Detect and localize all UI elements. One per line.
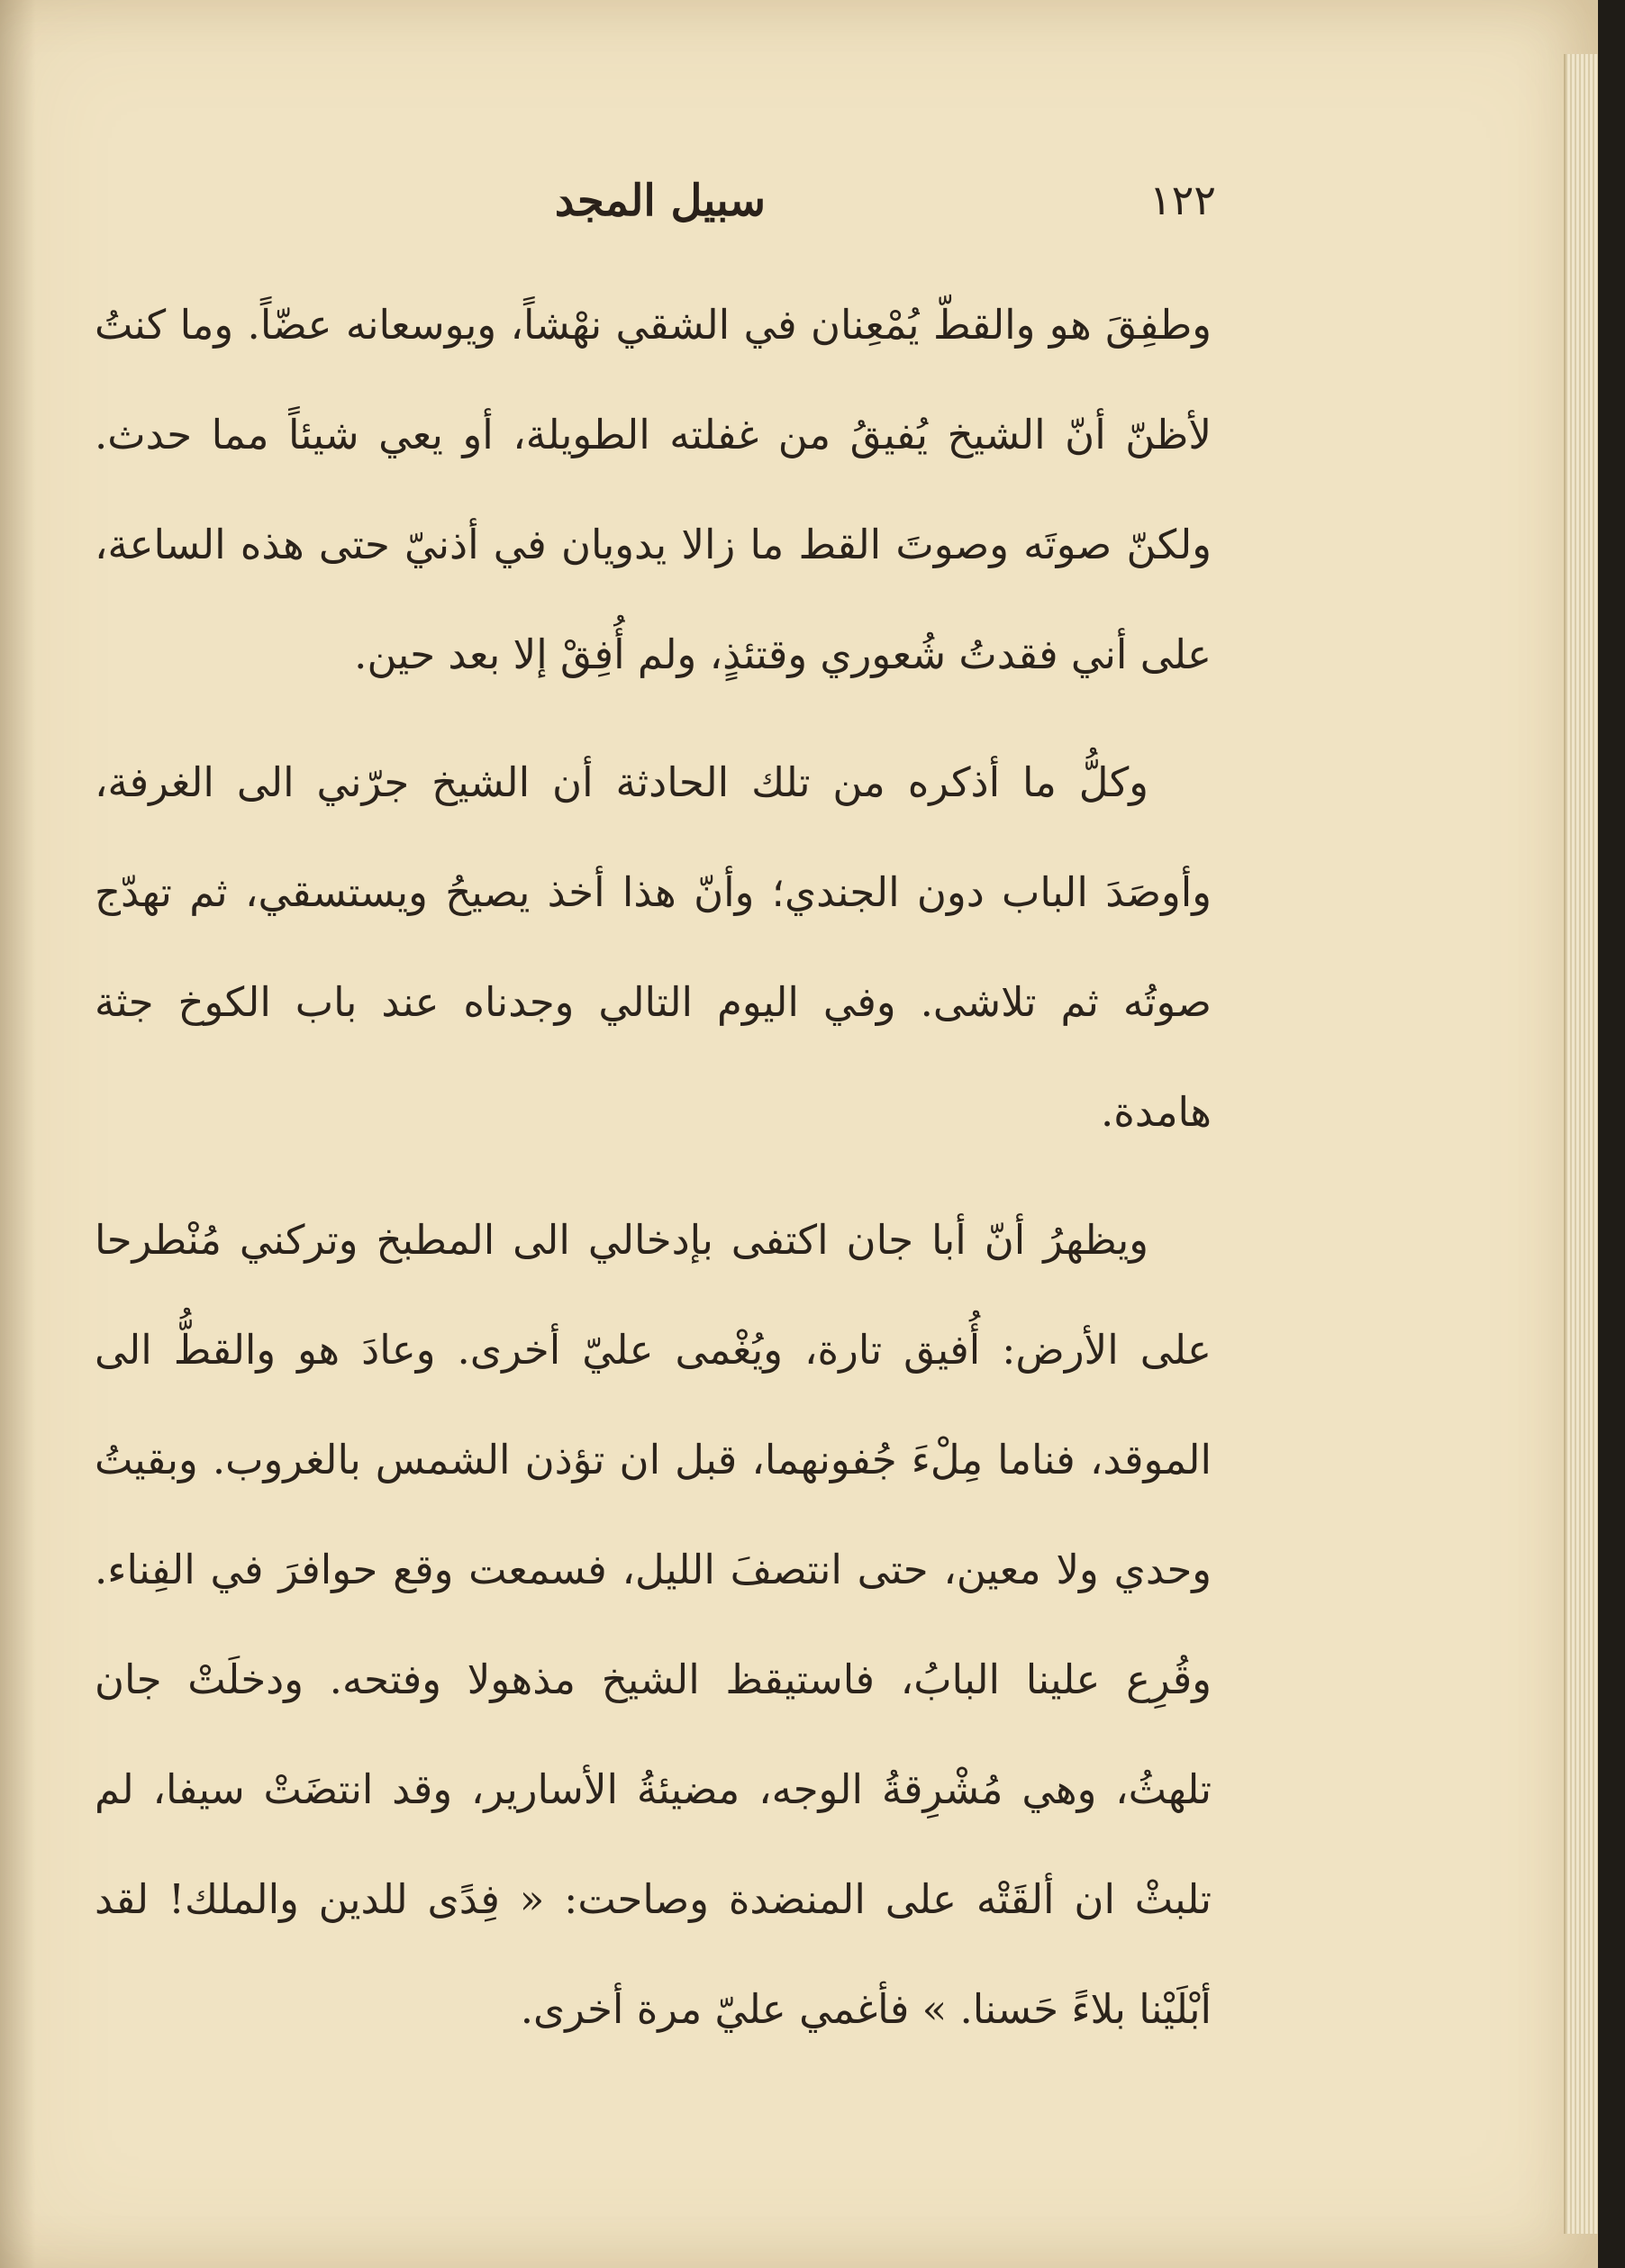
paragraph: ويظهرُ أنّ أبا جان اكتفى بإدخالي الى المطبخ وتركني مُنْطرحا على الأرض: أُفيق تارة، ويُغْمى عليّ أخرى. وعادَ هو والقطُّ الى الموقد، فناما مِلْءَ جُفونهما، قبل ان تؤذن الشمس بالغروب. وبقيتُ وحدي ولا معين، حتى انتصفَ الليل، فسمعت وقع حوافرَ في الفِناء. وقُرِع علينا البابُ، فاستيقظ الشيخ مذهولا وفتحه. ودخلَتْ جان تلهثُ، وهي مُشْرِقةُ الوجه، مضيئةُ الأسارير، وقد انتضَتْ سيفا، لم تلبثْ ان ألقَتْه على المنضدة وصاحت: « فِدًى للدين والملك! لقد أبْلَيْنا بلاءً حَسنا. » فأغمي عليّ مرة أخرى.: [95, 1216, 1212, 2033]
body-text: [95, 270, 1212, 2064]
page-header: [99, 176, 1216, 239]
page-number: ١٢٢: [1148, 176, 1216, 224]
page-edges: [1564, 54, 1598, 2234]
paragraph: وكلُّ ما أذكره من تلك الحادثة أن الشيخ جرّني الى الغرفة، وأوصَدَ الباب دون الجندي؛ وأنّ هذا أخذ يصيحُ ويستسقي، ثم تهدّج صوتُه ثم تلاشى. وفي اليوم التالي وجدناه عند باب الكوخ جثة هامدة.: [95, 758, 1212, 1136]
spine-shadow: [0, 0, 36, 2268]
paragraph: وطفِقَ هو والقطّ يُمْعِنان في الشقي نهْشاً، ويوسعانه عضّاً. وما كنتُ لأظنّ أنّ الشيخ يُفيقُ من غفلته الطويلة، أو يعي شيئاً مما حدث. ولكنّ صوتَه وصوتَ القط ما زالا يدويان في أذنيّ حتى هذه الساعة، على أني فقدتُ شُعوري وقتئذٍ، ولم أُفِقْ إلا بعد حين.: [95, 301, 1212, 678]
running-title: سبيل المجد: [554, 176, 766, 226]
